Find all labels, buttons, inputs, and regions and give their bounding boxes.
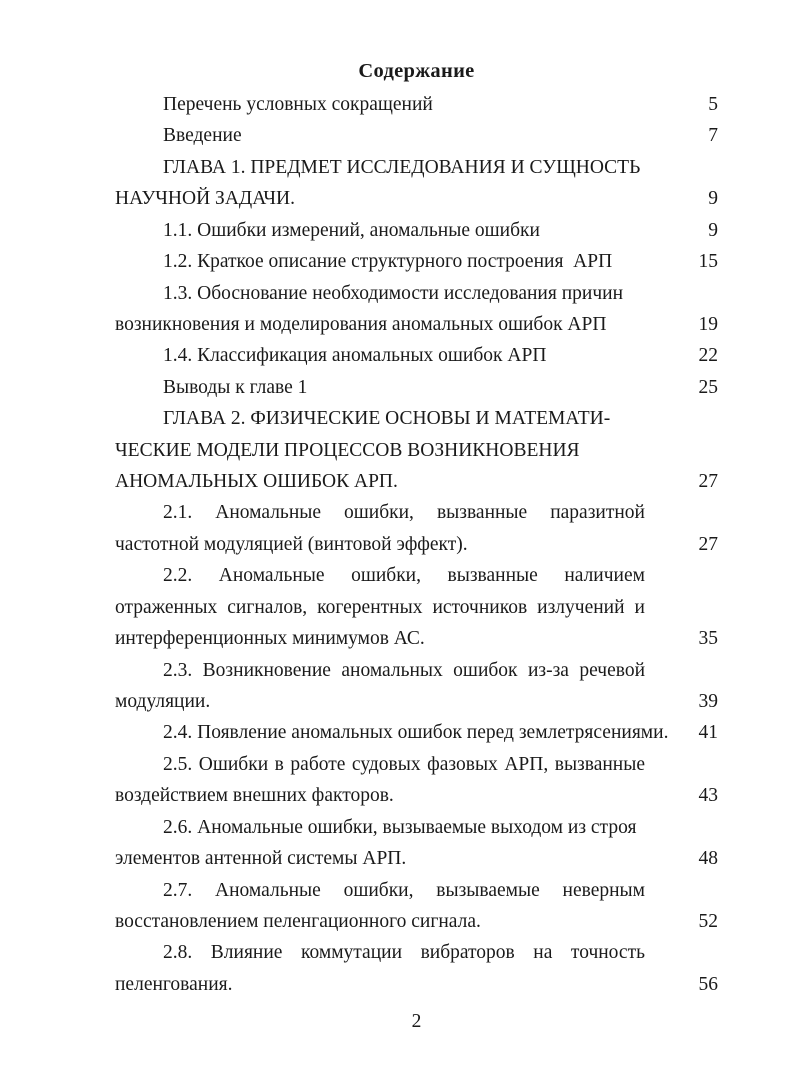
toc-row <box>115 812 718 843</box>
toc-entry-text: воздействием внешних факторов. <box>115 785 394 807</box>
toc-row <box>115 372 718 403</box>
toc-entry-text: 2.4. Появление аномальных ошибок перед землетрясениями. <box>163 722 669 744</box>
toc-row <box>115 560 718 591</box>
toc-entry-text: ГЛАВА 2. ФИЗИЧЕСКИЕ ОСНОВЫ И МАТЕМАТИ- <box>163 408 611 430</box>
toc-page-number: 39 <box>698 691 718 713</box>
toc-row <box>115 529 718 560</box>
toc-entry-text: 2.3. Возникновение аномальных ошибок из-за речевой <box>163 659 645 681</box>
toc-page-number: 35 <box>698 628 718 650</box>
toc-row <box>115 623 718 654</box>
toc-entry-text: интерференционных минимумов АС. <box>115 628 425 650</box>
toc-row <box>115 655 718 686</box>
toc-row <box>115 749 718 780</box>
toc-page-number: 15 <box>698 251 718 273</box>
toc-row <box>115 592 718 623</box>
toc-page-number: 52 <box>698 910 718 932</box>
toc-row <box>115 875 718 906</box>
toc-entry-text: Перечень условных сокращений <box>163 94 433 115</box>
toc-page-number: 22 <box>698 345 718 367</box>
toc-row <box>115 120 718 151</box>
toc-entry-text: модуляции. <box>115 691 211 713</box>
toc-row <box>115 466 718 497</box>
toc-page-number: 9 <box>708 219 718 241</box>
toc-entry-text: частотной модуляцией (винтовой эффект). <box>115 533 468 555</box>
toc-entry-text: 2.8. Влияние коммутации вибраторов на точность <box>163 942 645 964</box>
toc-row <box>115 969 718 1000</box>
toc-entry-text: НАУЧНОЙ ЗАДАЧИ. <box>115 188 295 210</box>
toc-entry-text: 2.5. Ошибки в работе судовых фазовых АРП, вызванные <box>163 753 645 775</box>
page-number-footer: 2 <box>411 1011 422 1032</box>
toc-page-number: 27 <box>698 533 718 555</box>
toc-row <box>115 152 718 183</box>
toc-entry-text: 2.6. Аномальные ошибки, вызываемые выходом из строя <box>163 816 637 838</box>
toc-entry-text: Введение <box>163 125 242 147</box>
toc-entry-text: 1.4. Классификация аномальных ошибок АРП <box>163 345 547 367</box>
toc-row <box>115 686 718 717</box>
toc-page-number: 9 <box>708 188 718 210</box>
toc-entry-text: элементов антенной системы АРП. <box>115 848 407 870</box>
toc-entry-text: отраженных сигналов, когерентных источников излучений и <box>115 596 645 618</box>
toc-row <box>115 278 718 309</box>
toc-entry-text: ЧЕСКИЕ МОДЕЛИ ПРОЦЕССОВ ВОЗНИКНОВЕНИЯ <box>115 439 580 461</box>
toc-page-number: 41 <box>698 722 718 744</box>
toc-row <box>115 246 718 277</box>
toc-row <box>115 717 718 748</box>
toc-entry-text: 2.7. Аномальные ошибки, вызываемые неверным <box>163 879 645 901</box>
toc-entry-text: 2.1. Аномальные ошибки, вызванные паразитной <box>163 502 645 524</box>
toc-page-number: 27 <box>698 471 718 493</box>
toc-row <box>115 309 718 340</box>
toc-page-number: 19 <box>698 313 718 335</box>
toc-row <box>115 215 718 246</box>
toc-page-number: 25 <box>698 376 718 398</box>
toc-entry-text: АНОМАЛЬНЫХ ОШИБОК АРП. <box>115 471 398 493</box>
toc-page-number: 5 <box>708 94 718 115</box>
toc-entry-text: Выводы к главе 1 <box>163 376 308 398</box>
toc-entry-text: 1.2. Краткое описание структурного построения АРП <box>163 251 613 273</box>
toc-entry-text: 1.1. Ошибки измерений, аномальные ошибки <box>163 219 540 241</box>
toc-row <box>115 340 718 371</box>
toc-row <box>115 843 718 874</box>
toc-entry-text: возникновения и моделирования аномальных ошибок АРП <box>115 313 607 335</box>
toc-page-number: 7 <box>708 125 718 147</box>
page-title: Содержание <box>358 60 475 82</box>
toc-page-number: 56 <box>698 973 718 995</box>
toc-entry-text: восстановлением пеленгационного сигнала. <box>115 910 481 932</box>
toc-entry-text: 1.3. Обоснование необходимости исследования причин <box>163 282 624 304</box>
toc-row <box>115 937 718 968</box>
toc-entry-text: 2.2. Аномальные ошибки, вызванные наличием <box>163 565 645 587</box>
toc-row <box>115 89 718 120</box>
toc-entry-text: пеленгования. <box>115 973 233 995</box>
toc-row <box>115 435 718 466</box>
toc-row <box>115 403 718 434</box>
toc-page-number: 43 <box>698 785 718 807</box>
toc-row <box>115 906 718 937</box>
toc-page-number: 48 <box>698 848 718 870</box>
toc-row <box>115 183 718 214</box>
toc-row <box>115 497 718 528</box>
toc-list <box>115 89 718 1000</box>
toc-entry-text: ГЛАВА 1. ПРЕДМЕТ ИССЛЕДОВАНИЯ И СУЩНОСТЬ <box>163 156 641 178</box>
toc-row <box>115 780 718 811</box>
